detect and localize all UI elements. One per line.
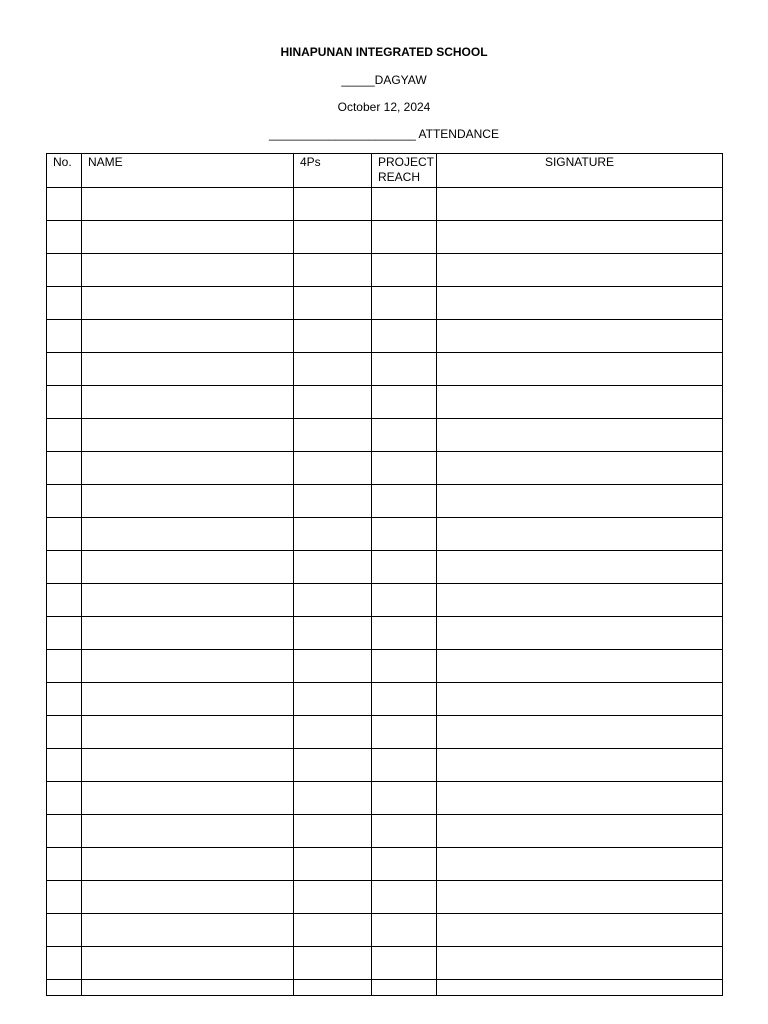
table-row [47, 518, 723, 551]
cell-name[interactable] [82, 320, 294, 353]
cell-signature[interactable] [437, 320, 723, 353]
cell-no[interactable] [47, 683, 82, 716]
cell-project-reach[interactable] [372, 947, 437, 980]
cell-project-reach[interactable] [372, 221, 437, 254]
cell-name[interactable] [82, 452, 294, 485]
cell-no[interactable] [47, 881, 82, 914]
cell-project-reach[interactable] [372, 254, 437, 287]
col-header-name: NAME [82, 154, 294, 188]
cell-4ps[interactable] [294, 518, 372, 551]
cell-4ps[interactable] [294, 815, 372, 848]
cell-4ps[interactable] [294, 584, 372, 617]
cell-name[interactable] [82, 980, 294, 996]
cell-4ps[interactable] [294, 386, 372, 419]
cell-project-reach[interactable] [372, 419, 437, 452]
cell-name[interactable] [82, 716, 294, 749]
cell-no[interactable] [47, 584, 82, 617]
col-header-project-reach: PROJECT REACH [372, 154, 437, 188]
attendance-table [46, 153, 723, 996]
cell-signature[interactable] [437, 914, 723, 947]
cell-name[interactable] [82, 881, 294, 914]
cell-signature[interactable] [437, 947, 723, 980]
cell-name[interactable] [82, 749, 294, 782]
cell-signature[interactable] [437, 452, 723, 485]
cell-4ps[interactable] [294, 452, 372, 485]
cell-project-reach[interactable] [372, 386, 437, 419]
cell-no[interactable] [47, 617, 82, 650]
cell-project-reach[interactable] [372, 980, 437, 996]
cell-name[interactable] [82, 386, 294, 419]
table-header-row [47, 154, 723, 188]
cell-no[interactable] [47, 782, 82, 815]
cell-4ps[interactable] [294, 320, 372, 353]
col-header-4ps: 4Ps [294, 154, 372, 188]
cell-signature[interactable] [437, 848, 723, 881]
cell-name[interactable] [82, 617, 294, 650]
cell-no[interactable] [47, 815, 82, 848]
table-row [47, 617, 723, 650]
cell-name[interactable] [82, 419, 294, 452]
cell-name[interactable] [82, 650, 294, 683]
cell-project-reach[interactable] [372, 881, 437, 914]
table-row [47, 221, 723, 254]
cell-name[interactable] [82, 485, 294, 518]
cell-4ps[interactable] [294, 947, 372, 980]
table-row [47, 914, 723, 947]
cell-4ps[interactable] [294, 419, 372, 452]
cell-4ps[interactable] [294, 287, 372, 320]
cell-no[interactable] [47, 320, 82, 353]
cell-name[interactable] [82, 518, 294, 551]
cell-project-reach[interactable] [372, 518, 437, 551]
cell-signature[interactable] [437, 188, 723, 221]
cell-no[interactable] [47, 287, 82, 320]
cell-name[interactable] [82, 815, 294, 848]
table-row [47, 485, 723, 518]
cell-project-reach[interactable] [372, 848, 437, 881]
cell-4ps[interactable] [294, 980, 372, 996]
table-row [47, 353, 723, 386]
cell-name[interactable] [82, 914, 294, 947]
cell-project-reach[interactable] [372, 914, 437, 947]
cell-no[interactable] [47, 452, 82, 485]
cell-name[interactable] [82, 782, 294, 815]
table-row [47, 848, 723, 881]
table-row [47, 650, 723, 683]
cell-project-reach[interactable] [372, 452, 437, 485]
cell-no[interactable] [47, 551, 82, 584]
cell-signature[interactable] [437, 287, 723, 320]
table-row [47, 452, 723, 485]
table-row [47, 749, 723, 782]
cell-no[interactable] [47, 749, 82, 782]
cell-name[interactable] [82, 353, 294, 386]
event-title: _____DAGYAW [341, 73, 427, 87]
event-date: October 12, 2024 [337, 100, 431, 114]
table-row [47, 815, 723, 848]
table-body [47, 188, 723, 996]
cell-signature[interactable] [437, 815, 723, 848]
cell-4ps[interactable] [294, 749, 372, 782]
cell-no[interactable] [47, 980, 82, 996]
cell-4ps[interactable] [294, 881, 372, 914]
table-row [47, 386, 723, 419]
table-row [47, 782, 723, 815]
table-row [47, 254, 723, 287]
cell-4ps[interactable] [294, 683, 372, 716]
cell-project-reach[interactable] [372, 485, 437, 518]
cell-4ps[interactable] [294, 254, 372, 287]
table-row [47, 881, 723, 914]
cell-signature[interactable] [437, 749, 723, 782]
cell-4ps[interactable] [294, 716, 372, 749]
table-row [47, 287, 723, 320]
cell-name[interactable] [82, 221, 294, 254]
cell-project-reach[interactable] [372, 650, 437, 683]
cell-4ps[interactable] [294, 617, 372, 650]
cell-name[interactable] [82, 947, 294, 980]
cell-project-reach[interactable] [372, 188, 437, 221]
table-row [47, 188, 723, 221]
cell-project-reach[interactable] [372, 584, 437, 617]
cell-no[interactable] [47, 716, 82, 749]
cell-name[interactable] [82, 584, 294, 617]
cell-signature[interactable] [437, 386, 723, 419]
cell-name[interactable] [82, 551, 294, 584]
cell-no[interactable] [47, 485, 82, 518]
cell-name[interactable] [82, 254, 294, 287]
cell-project-reach[interactable] [372, 782, 437, 815]
cell-4ps[interactable] [294, 782, 372, 815]
cell-project-reach[interactable] [372, 683, 437, 716]
cell-project-reach[interactable] [372, 749, 437, 782]
cell-no[interactable] [47, 947, 82, 980]
cell-signature[interactable] [437, 254, 723, 287]
cell-no[interactable] [47, 353, 82, 386]
cell-4ps[interactable] [294, 848, 372, 881]
cell-signature[interactable] [437, 881, 723, 914]
cell-project-reach[interactable] [372, 287, 437, 320]
cell-4ps[interactable] [294, 353, 372, 386]
cell-project-reach[interactable] [372, 815, 437, 848]
cell-signature[interactable] [437, 782, 723, 815]
cell-no[interactable] [47, 650, 82, 683]
cell-signature[interactable] [437, 584, 723, 617]
cell-4ps[interactable] [294, 551, 372, 584]
cell-project-reach[interactable] [372, 353, 437, 386]
cell-signature[interactable] [437, 221, 723, 254]
cell-project-reach[interactable] [372, 551, 437, 584]
col-header-no: No. [47, 154, 82, 188]
cell-signature[interactable] [437, 518, 723, 551]
school-name: HINAPUNAN INTEGRATED SCHOOL [280, 45, 488, 59]
table-row [47, 320, 723, 353]
cell-signature[interactable] [437, 716, 723, 749]
cell-no[interactable] [47, 188, 82, 221]
cell-signature[interactable] [437, 617, 723, 650]
table-row [47, 683, 723, 716]
cell-signature[interactable] [437, 551, 723, 584]
cell-4ps[interactable] [294, 650, 372, 683]
table-row [47, 419, 723, 452]
cell-project-reach[interactable] [372, 320, 437, 353]
table-row [47, 716, 723, 749]
cell-signature[interactable] [437, 683, 723, 716]
table-row [47, 947, 723, 980]
cell-no[interactable] [47, 518, 82, 551]
table-row [47, 551, 723, 584]
cell-signature[interactable] [437, 650, 723, 683]
cell-no[interactable] [47, 419, 82, 452]
cell-project-reach[interactable] [372, 716, 437, 749]
cell-signature[interactable] [437, 353, 723, 386]
col-header-signature: SIGNATURE [437, 154, 723, 188]
cell-4ps[interactable] [294, 914, 372, 947]
cell-project-reach[interactable] [372, 617, 437, 650]
table-row [47, 584, 723, 617]
cell-name[interactable] [82, 188, 294, 221]
cell-signature[interactable] [437, 419, 723, 452]
cell-name[interactable] [82, 848, 294, 881]
attendance-title: ______________________ ATTENDANCE [269, 127, 499, 141]
cell-no[interactable] [47, 386, 82, 419]
cell-4ps[interactable] [294, 188, 372, 221]
cell-no[interactable] [47, 848, 82, 881]
cell-signature[interactable] [437, 980, 723, 996]
cell-name[interactable] [82, 287, 294, 320]
cell-no[interactable] [47, 254, 82, 287]
cell-name[interactable] [82, 683, 294, 716]
cell-no[interactable] [47, 221, 82, 254]
table-row [47, 980, 723, 996]
cell-signature[interactable] [437, 485, 723, 518]
cell-4ps[interactable] [294, 221, 372, 254]
cell-4ps[interactable] [294, 485, 372, 518]
cell-no[interactable] [47, 914, 82, 947]
